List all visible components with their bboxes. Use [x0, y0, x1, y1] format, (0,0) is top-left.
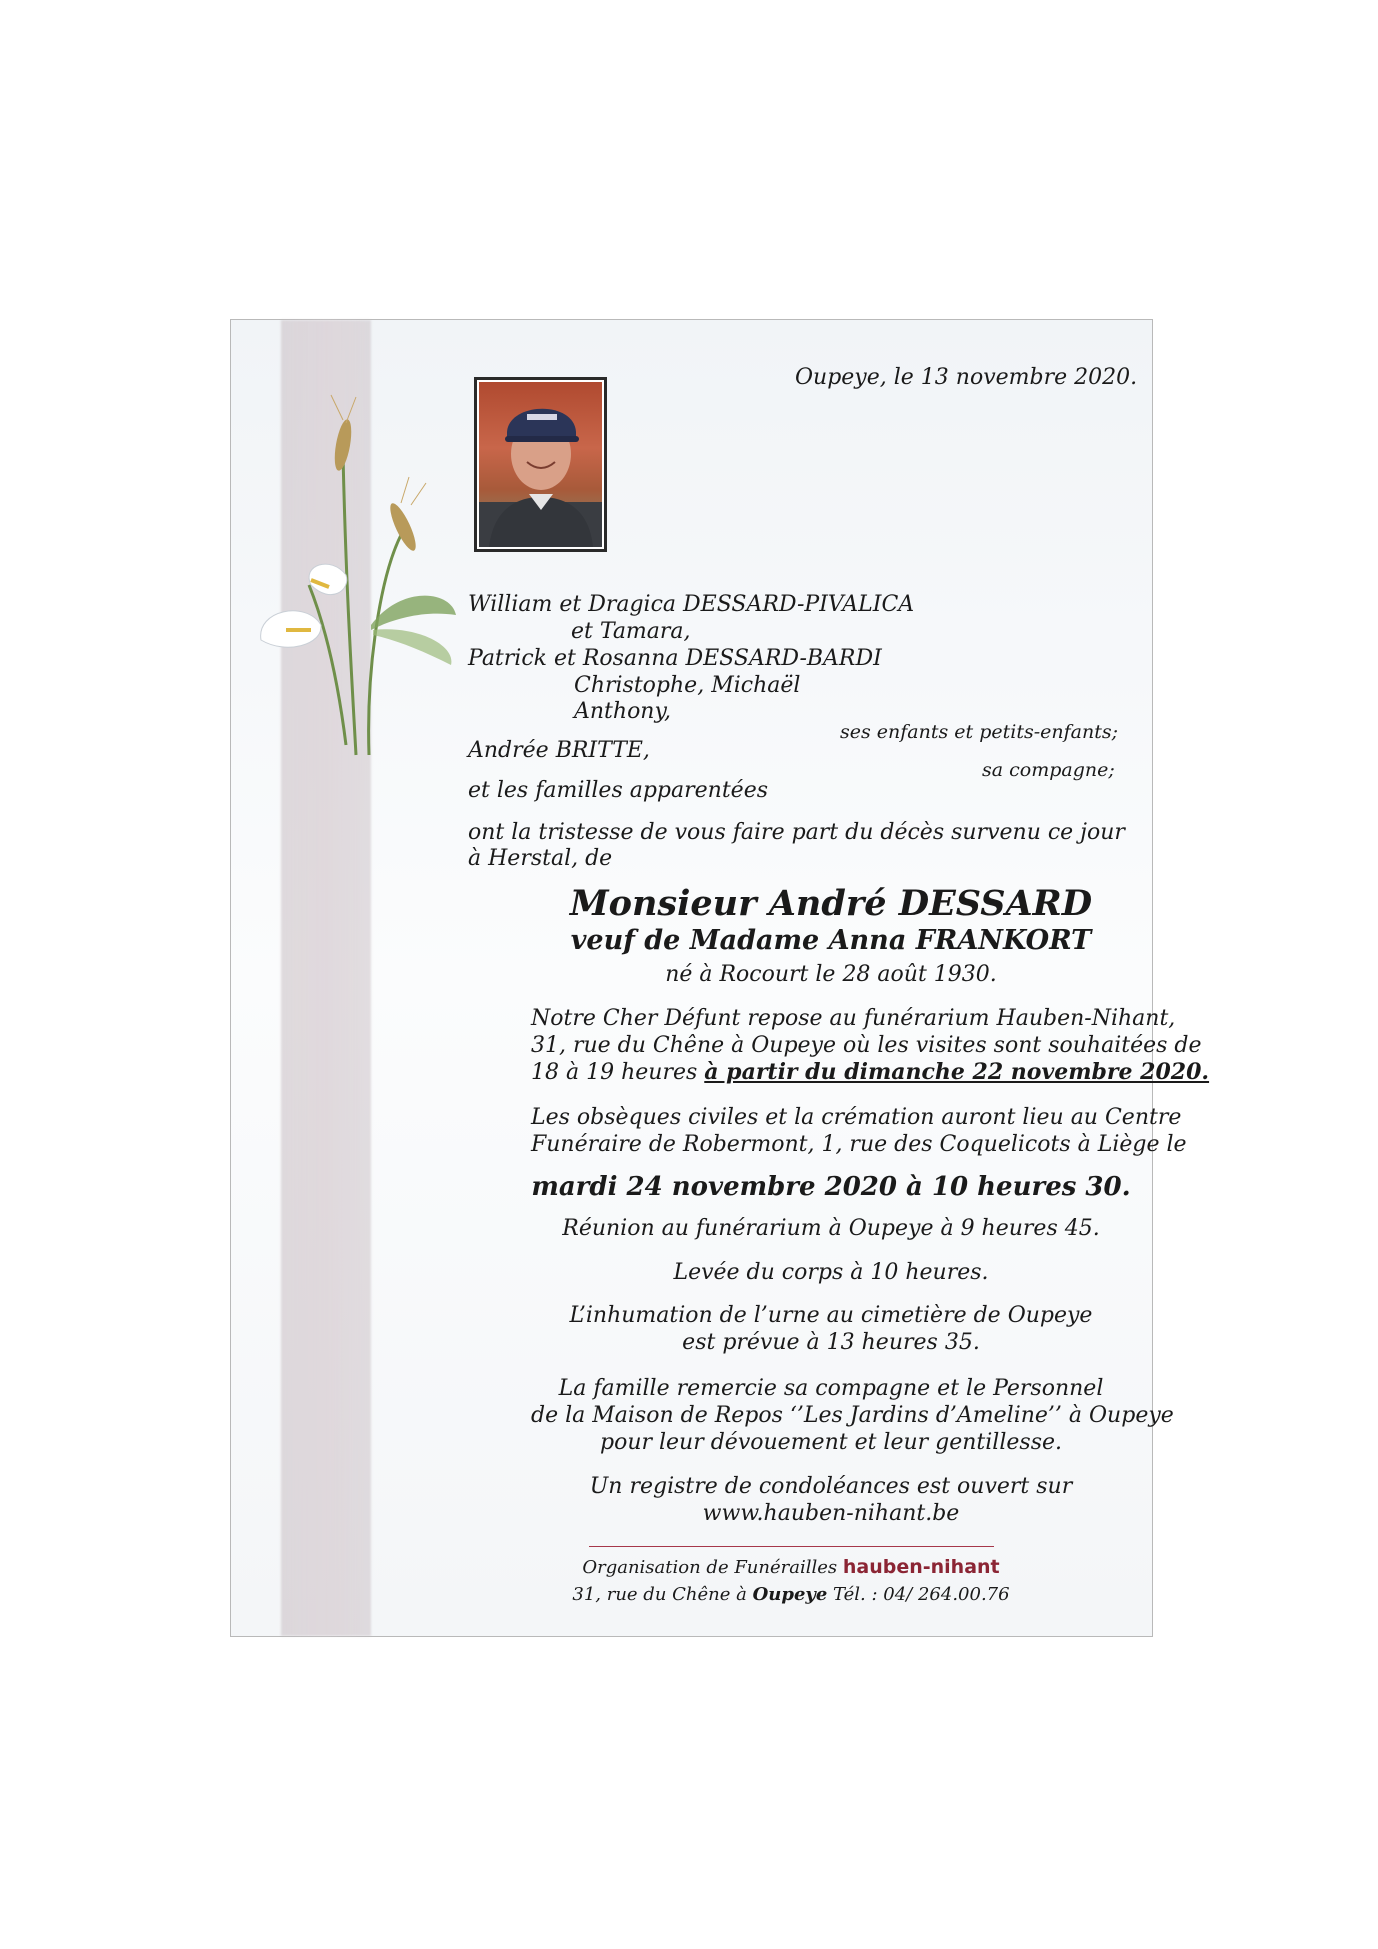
portrait-photo — [474, 377, 607, 552]
meeting-info: Réunion au funérarium à Oupeye à 9 heures 45. — [562, 1216, 1100, 1241]
birth-info: né à Rocourt le 28 août 1930. — [665, 962, 997, 987]
death-notice-card — [230, 319, 1210, 1637]
thanks-line-3: pour leur dévouement et leur gentillesse. — [599, 1430, 1062, 1455]
place-date: Oupeye, le 13 novembre 2020. — [795, 365, 1138, 390]
register-line-1: Un registre de condoléances est ouvert sur — [589, 1474, 1073, 1499]
visit-hours: 18 à 19 heures — [531, 1060, 705, 1085]
footer-address-street: 31, rue du Chêne à — [572, 1584, 753, 1605]
footer-org-label: Organisation de Funérailles — [582, 1557, 843, 1578]
portrait-figure-icon — [479, 382, 602, 547]
footer-address — [491, 1582, 1091, 1608]
calla-lily-wheat-decoration-icon — [251, 415, 461, 755]
rest-line-2: 31, rue du Chêne à Oupeye où les visites sont souhaitées de — [531, 1033, 1202, 1058]
family-line-6: Andrée BRITTE, — [468, 738, 650, 763]
family-line-4: Christophe, Michaël — [574, 673, 801, 698]
announce-line-1: ont la tristesse de vous faire part du décès survenu ce jour — [468, 820, 1125, 845]
thanks-line-1: La famille remercie sa compagne et le Personnel — [558, 1376, 1104, 1401]
footer-address-phone: Tél. : 04/ 264.00.76 — [827, 1584, 1010, 1605]
family-line-5: Anthony, — [574, 699, 671, 724]
ceremony-line-2: Funéraire de Robermont, 1, rue des Coquelicots à Liège le — [531, 1132, 1187, 1157]
footer-address-city: Oupeye — [752, 1584, 828, 1605]
family-line-7: et les familles apparentées — [468, 778, 768, 803]
thanks-line-2: de la Maison de Repos ‘’Les Jardins d’Ameline’’ à Oupeye — [531, 1403, 1174, 1428]
footer-divider — [589, 1546, 994, 1547]
register-url[interactable]: www.hauben-nihant.be — [702, 1501, 960, 1526]
relation-companion: sa compagne; — [982, 759, 1115, 781]
footer-brand-logo: hauben-nihant — [842, 1556, 1000, 1578]
widower-of: veuf de Madame Anna FRANKORT — [570, 925, 1092, 956]
announce-line-2: à Herstal, de — [468, 846, 613, 871]
rest-line-1: Notre Cher Défunt repose au funérarium Hauben-Nihant, — [531, 1006, 1176, 1031]
visit-start-date: à partir du dimanche 22 novembre 2020. — [704, 1059, 1210, 1085]
rest-line-3 — [531, 1058, 1210, 1087]
levee-info: Levée du corps à 10 heures. — [673, 1260, 989, 1285]
family-line-1: William et Dragica DESSARD-PIVALICA — [468, 592, 915, 617]
family-line-2: et Tamara, — [571, 619, 691, 644]
ceremony-line-1: Les obsèques civiles et la crémation auront lieu au Centre — [531, 1105, 1182, 1130]
ceremony-date: mardi 24 novembre 2020 à 10 heures 30. — [531, 1172, 1131, 1202]
deceased-name: Monsieur André DESSARD — [569, 883, 1093, 924]
family-line-3: Patrick et Rosanna DESSARD-BARDI — [468, 646, 882, 671]
relation-children: ses enfants et petits-enfants; — [840, 721, 1118, 743]
footer-organisation — [491, 1554, 1091, 1581]
urn-line-1: L’inhumation de l’urne au cimetière de Oupeye — [569, 1303, 1093, 1328]
urn-line-2: est prévue à 13 heures 35. — [682, 1330, 980, 1355]
